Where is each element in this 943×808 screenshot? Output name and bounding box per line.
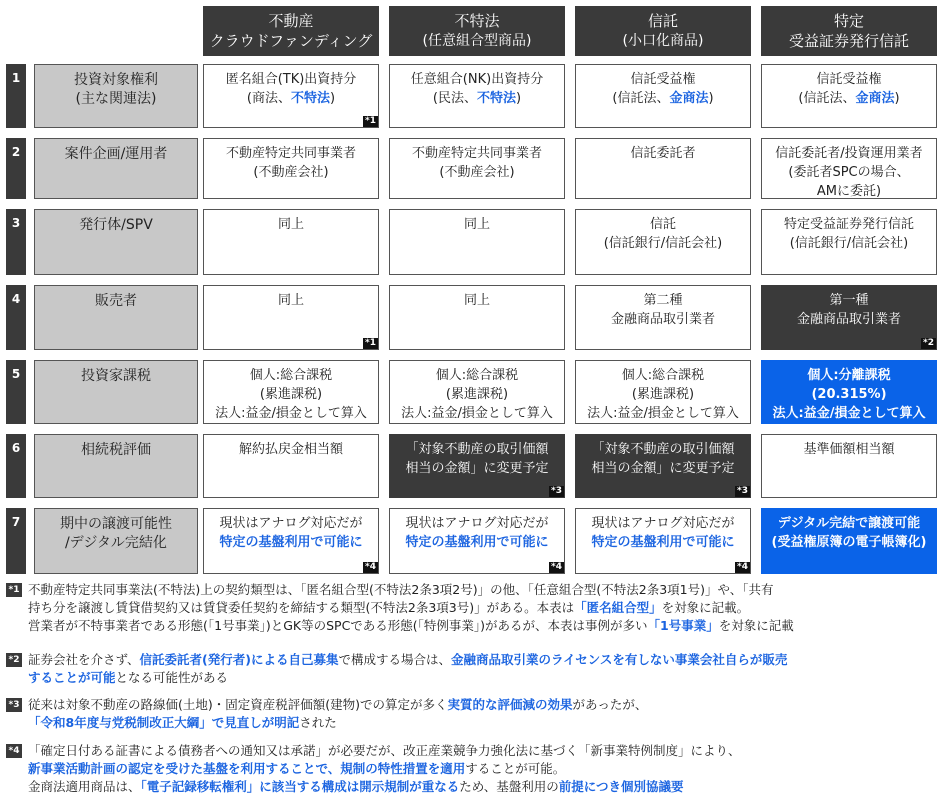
row-label — [34, 138, 198, 199]
cell-line: 匿名組合(TK)出資持分 — [225, 72, 357, 87]
cell-line: AMに委託) — [816, 184, 882, 199]
footnote-line — [28, 669, 938, 687]
table-cell — [389, 360, 565, 424]
cell-line: 任意組合(NK)出資持分 — [410, 72, 544, 87]
table-cell — [203, 138, 379, 199]
cell-line: 信託委託者/投資運用業者 — [775, 146, 923, 161]
emphasis-text: 「匿名組合型」 — [574, 600, 662, 615]
column-header-line1: 不動産 — [268, 12, 314, 30]
text-segment: 持ち分を譲渡し賃貸借契約又は賃貸委任契約を締結する類型(不特法2条3項3号)」がある。本表は — [28, 600, 575, 615]
column-header-fudokuho — [389, 6, 565, 56]
cell-line: 解約払戻金相当額 — [238, 442, 343, 457]
cell-line: (累進課税) — [259, 387, 323, 402]
row-number-tab: 6 — [6, 434, 26, 498]
cell-line: 信託受益権 — [630, 72, 696, 87]
table-cell — [203, 64, 379, 128]
footnote-marker: *2 — [923, 338, 934, 348]
footnote-line — [28, 760, 938, 778]
table-cell — [575, 508, 751, 574]
text-segment: 金商法適用商品は、 — [28, 779, 141, 794]
cell-line: 現状はアナログ対応だが — [591, 516, 735, 531]
cell-line: 信託受益権 — [816, 72, 882, 87]
footnote-line — [28, 696, 938, 714]
cell-line: 法人:益金/損金として算入 — [215, 406, 367, 421]
table-cell — [203, 285, 379, 350]
text-segment: (信託法、 — [798, 91, 856, 106]
text-segment: 営業者が不特事業者である形態(「1号事業」)とGK等のSPCである形態(「特例事業」)があるが、本表は事例が多い — [28, 618, 648, 633]
cell-line: デジタル完結で譲渡可能 — [777, 516, 921, 531]
row-label-line: /デジタル完結化 — [65, 535, 167, 551]
cell-line: 法人:益金/損金として算入 — [587, 406, 739, 421]
cell-line: 同上 — [277, 293, 304, 308]
table-cell — [203, 360, 379, 424]
footnote-marker: *1 — [365, 116, 376, 126]
cell-line: 同上 — [277, 217, 304, 232]
row-number-tab: 7 — [6, 508, 26, 574]
cell-line — [204, 533, 378, 552]
table-cell — [575, 209, 751, 275]
highlight-text: 特定の基盤利用で可能に — [591, 535, 735, 550]
text-segment: ため、基盤利用の — [459, 779, 559, 794]
text-segment: (商法、 — [246, 91, 291, 106]
text-segment: を対象に記載。 — [661, 600, 750, 615]
footnote-marker: *3 — [6, 698, 22, 712]
emphasis-text: することが可能 — [28, 670, 116, 685]
table-cell — [389, 434, 565, 498]
footnote-marker: *4 — [6, 744, 22, 758]
footnote — [6, 581, 938, 635]
cell-line: (不動産会社) — [253, 165, 329, 180]
emphasis-text: 金融商品取引業のライセンスを有しない事業会社自らが販売 — [450, 652, 788, 667]
text-segment: ) — [516, 91, 522, 106]
cell-line: 法人:益金/損金として算入 — [401, 406, 553, 421]
text-segment: 証券会社を介さず、 — [28, 652, 140, 667]
row-label — [34, 360, 198, 424]
table-cell — [203, 434, 379, 498]
row-label-line: (主な関連法) — [75, 91, 157, 107]
cell-line: 基準価額相当額 — [803, 442, 895, 457]
text-segment: された — [299, 715, 337, 730]
footnote-line — [28, 617, 938, 635]
cell-line: 不動産特定共同事業者 — [411, 146, 542, 161]
footnote-line — [28, 778, 938, 796]
footnote-marker: *1 — [365, 338, 376, 348]
text-segment: ) — [894, 91, 900, 106]
cell-line: 相当の金額」に変更予定 — [405, 461, 549, 476]
text-segment: で構成する場合は、 — [338, 652, 451, 667]
table-cell — [761, 285, 937, 350]
row-label — [34, 209, 198, 275]
highlight-text: 金商法 — [855, 91, 895, 106]
cell-line: 法人:益金/損金として算入 — [772, 406, 926, 421]
text-segment: があったが、 — [572, 697, 648, 712]
column-header-line1: 特定 — [833, 12, 864, 30]
text-segment: を対象に記載 — [718, 618, 794, 633]
column-header-line2: クラウドファンディング — [209, 32, 373, 50]
cell-line: 第一種 — [829, 293, 869, 308]
table-cell — [575, 360, 751, 424]
table-cell — [575, 434, 751, 498]
row-number-tab: 4 — [6, 285, 26, 350]
row-number-tab: 2 — [6, 138, 26, 199]
cell-line: 信託 — [649, 217, 676, 232]
cell-line: 不動産特定共同事業者 — [225, 146, 356, 161]
row-label-line: 相続税評価 — [81, 442, 151, 458]
cell-line — [390, 89, 564, 108]
table-cell — [761, 508, 937, 574]
row-label — [34, 508, 198, 574]
cell-line: 個人:総合課税 — [435, 368, 519, 383]
emphasis-text: 実質的な評価減の効果 — [447, 697, 573, 712]
cell-line: (累進課税) — [445, 387, 509, 402]
highlight-text: 不特法 — [290, 91, 330, 106]
emphasis-text: 「電子記録移転権利」に該当する構成は開示規制が重なる — [140, 779, 460, 794]
table-cell — [761, 434, 937, 498]
column-header-specific-beneficiary-trust — [761, 6, 937, 56]
row-label-line: 期中の譲渡可能性 — [60, 516, 172, 532]
row-label — [34, 64, 198, 128]
cell-line: 金融商品取引業者 — [610, 312, 715, 327]
row-label-line: 投資家課税 — [81, 368, 151, 384]
cell-line — [576, 533, 750, 552]
row-number-tab: 3 — [6, 209, 26, 275]
footnote — [6, 742, 938, 796]
table-cell — [389, 209, 565, 275]
row-label-line: 発行体/SPV — [79, 217, 153, 233]
table-cell — [575, 64, 751, 128]
column-header-trust — [575, 6, 751, 56]
cell-line: 特定受益証券発行信託 — [783, 217, 914, 232]
footnote-line — [28, 599, 938, 617]
cell-line — [390, 533, 564, 552]
column-header-line2: (小口化商品) — [622, 33, 704, 49]
table-cell — [761, 209, 937, 275]
footnote-marker: *4 — [737, 562, 748, 572]
cell-line: (累進課税) — [631, 387, 695, 402]
row-label — [34, 285, 198, 350]
footnote — [6, 696, 938, 732]
table-cell — [389, 64, 565, 128]
emphasis-text: 「1号事業」 — [647, 618, 719, 633]
column-header-line1: 不特法 — [454, 12, 500, 30]
highlight-text: 特定の基盤利用で可能に — [405, 535, 549, 550]
cell-line: (受益権原簿の電子帳簿化) — [771, 535, 927, 550]
text-segment: (信託法、 — [612, 91, 670, 106]
footnote-line — [28, 651, 938, 669]
cell-line: 「対象不動産の取引価額 — [405, 442, 549, 457]
cell-line: (20.315%) — [811, 387, 887, 402]
text-segment: 「確定日付ある証書による債務者への通知又は承諾」が必要だが、改正産業競争力強化法に基づく「新事業特例制度」により、 — [28, 743, 741, 758]
row-label-line: 販売者 — [95, 293, 137, 309]
footnote-line — [28, 581, 938, 599]
cell-line: 個人:分離課税 — [807, 368, 891, 383]
footnote-marker: *2 — [6, 653, 22, 667]
text-segment: ) — [330, 91, 336, 106]
footnote-marker: *3 — [737, 486, 748, 496]
cell-line — [576, 89, 750, 108]
footnote-line — [28, 714, 938, 732]
table-cell — [389, 508, 565, 574]
footnote-marker: *4 — [365, 562, 376, 572]
footnote-marker: *3 — [551, 486, 562, 496]
cell-line: 現状はアナログ対応だが — [219, 516, 363, 531]
emphasis-text: 「令和8年度与党税制改正大綱」で見直しが明記 — [28, 715, 300, 730]
row-number-tab: 1 — [6, 64, 26, 128]
column-header-line2: 受益証券発行信託 — [788, 32, 909, 50]
text-segment: することが可能。 — [465, 761, 566, 776]
text-segment: 従来は対象不動産の路線価(土地)・固定資産税評価額(建物)での算定が多く — [28, 697, 448, 712]
cell-line: 個人:総合課税 — [621, 368, 705, 383]
table-cell — [761, 64, 937, 128]
cell-line: (信託銀行/信託会社) — [603, 236, 723, 251]
table-cell — [203, 508, 379, 574]
column-header-line2: (任意組合型商品) — [422, 33, 532, 49]
row-number-tab: 5 — [6, 360, 26, 424]
highlight-text: 特定の基盤利用で可能に — [219, 535, 363, 550]
footnote — [6, 651, 938, 687]
row-label-line: 案件企画/運用者 — [64, 146, 168, 162]
highlight-text: 不特法 — [476, 91, 516, 106]
cell-line: 「対象不動産の取引価額 — [591, 442, 735, 457]
text-segment: 不動産特定共同事業法(不特法)上の契約類型は、「匿名組合型(不特法2条3項2号)」の他、「任意組合型(不特法2条3項1号)」や、「共有 — [28, 582, 774, 597]
footnote-marker: *4 — [551, 562, 562, 572]
cell-line: 同上 — [463, 293, 490, 308]
footnote-line — [28, 742, 938, 760]
cell-line: 個人:総合課税 — [249, 368, 333, 383]
table-cell — [389, 138, 565, 199]
footnote-marker: *1 — [6, 583, 22, 597]
table-cell — [389, 285, 565, 350]
table-cell — [761, 138, 937, 199]
cell-line: (不動産会社) — [439, 165, 515, 180]
highlight-text: 金商法 — [669, 91, 709, 106]
table-cell — [761, 360, 937, 424]
cell-line: 金融商品取引業者 — [796, 312, 901, 327]
cell-line — [762, 89, 936, 108]
cell-line: 第二種 — [643, 293, 683, 308]
cell-line: 現状はアナログ対応だが — [405, 516, 549, 531]
column-header-real-estate-crowdfunding — [203, 6, 379, 56]
table-cell — [575, 285, 751, 350]
text-segment: ) — [708, 91, 714, 106]
cell-line: (信託銀行/信託会社) — [789, 236, 909, 251]
text-segment: となる可能性がある — [115, 670, 229, 685]
table-cell — [575, 138, 751, 199]
cell-line: 信託委託者 — [630, 146, 696, 161]
emphasis-text: 前提につき個別協議要 — [558, 779, 684, 794]
column-header-line1: 信託 — [647, 12, 678, 30]
cell-line: (委託者SPCの場合、 — [788, 165, 910, 180]
row-label — [34, 434, 198, 498]
cell-line: 同上 — [463, 217, 490, 232]
emphasis-text: 信託委託者(発行者)による自己募集 — [139, 652, 339, 667]
cell-line — [204, 89, 378, 108]
cell-line: 相当の金額」に変更予定 — [591, 461, 735, 476]
emphasis-text: 新事業活動計画の認定を受けた基盤を利用することで、規制の特性措置を適用 — [28, 761, 466, 776]
table-cell — [203, 209, 379, 275]
text-segment: (民法、 — [432, 91, 477, 106]
row-label-line: 投資対象権利 — [74, 72, 158, 88]
